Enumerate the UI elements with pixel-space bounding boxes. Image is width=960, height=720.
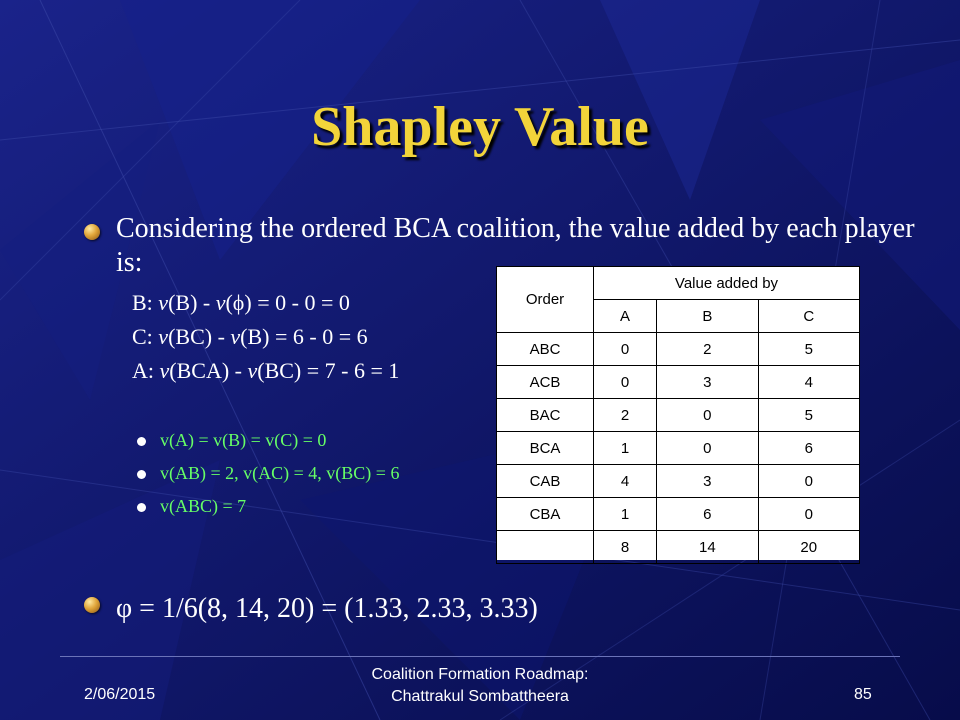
column-header-b: B bbox=[657, 300, 758, 333]
row-order: ACB bbox=[497, 366, 594, 399]
footer-center bbox=[330, 664, 630, 708]
row-order: CBA bbox=[497, 498, 594, 531]
cell-a: 4 bbox=[594, 465, 657, 498]
row-order: ABC bbox=[497, 333, 594, 366]
table-row bbox=[497, 498, 860, 531]
cell-a: 1 bbox=[594, 498, 657, 531]
row-order: BAC bbox=[497, 399, 594, 432]
step-b: B: v(B) - v(ϕ) = 0 - 0 = 0 bbox=[132, 290, 350, 315]
total-c: 20 bbox=[758, 531, 859, 564]
totals-order-empty bbox=[497, 531, 594, 564]
cell-c: 0 bbox=[758, 498, 859, 531]
green-bullet-dot bbox=[137, 437, 146, 446]
green-item-2: v(AB) = 2, v(AC) = 4, v(BC) = 6 bbox=[160, 463, 400, 483]
total-a: 8 bbox=[594, 531, 657, 564]
cell-a: 0 bbox=[594, 366, 657, 399]
table-row bbox=[497, 399, 860, 432]
phi-result-text: φ = 1/6(8, 14, 20) = (1.33, 2.33, 3.33) bbox=[116, 593, 538, 624]
green-item-3: v(ABC) = 7 bbox=[160, 496, 247, 516]
cell-b: 3 bbox=[657, 465, 758, 498]
cell-a: 2 bbox=[594, 399, 657, 432]
cell-a: 1 bbox=[594, 432, 657, 465]
table-row bbox=[497, 432, 860, 465]
table-row bbox=[497, 465, 860, 498]
cell-c: 5 bbox=[758, 399, 859, 432]
cell-c: 4 bbox=[758, 366, 859, 399]
footer-date: 2/06/2015 bbox=[84, 686, 156, 703]
row-order: CAB bbox=[497, 465, 594, 498]
value-added-header: Value added by bbox=[594, 267, 860, 300]
cell-c: 6 bbox=[758, 432, 859, 465]
footer-author: Chattrakul Sombattheera bbox=[391, 688, 569, 705]
intro-text: Considering the ordered BCA coalition, the value added by each player is: bbox=[116, 213, 915, 278]
total-b: 14 bbox=[657, 531, 758, 564]
column-header-c: C bbox=[758, 300, 859, 333]
cell-a: 0 bbox=[594, 333, 657, 366]
green-item-1: v(A) = v(B) = v(C) = 0 bbox=[160, 430, 327, 450]
order-header: Order bbox=[497, 267, 594, 333]
bullet-icon bbox=[84, 597, 100, 613]
footer-divider bbox=[60, 656, 900, 657]
order-value-table bbox=[496, 266, 860, 560]
cell-b: 3 bbox=[657, 366, 758, 399]
cell-b: 0 bbox=[657, 432, 758, 465]
cell-b: 2 bbox=[657, 333, 758, 366]
cell-c: 0 bbox=[758, 465, 859, 498]
footer-roadmap-title: Coalition Formation Roadmap: bbox=[371, 666, 589, 683]
column-header-a: A bbox=[594, 300, 657, 333]
footer-page-number: 85 bbox=[854, 686, 872, 703]
totals-row bbox=[497, 531, 860, 564]
table-row bbox=[497, 366, 860, 399]
step-a: A: v(BCA) - v(BC) = 7 - 6 = 1 bbox=[132, 358, 400, 383]
green-bullet-dot bbox=[137, 503, 146, 512]
cell-b: 0 bbox=[657, 399, 758, 432]
step-c: C: v(BC) - v(B) = 6 - 0 = 6 bbox=[132, 324, 368, 349]
row-order: BCA bbox=[497, 432, 594, 465]
slide-title: Shapley Value bbox=[311, 96, 649, 158]
cell-b: 6 bbox=[657, 498, 758, 531]
table-row bbox=[497, 333, 860, 366]
green-bullet-dot bbox=[137, 470, 146, 479]
bullet-icon bbox=[84, 224, 100, 240]
cell-c: 5 bbox=[758, 333, 859, 366]
